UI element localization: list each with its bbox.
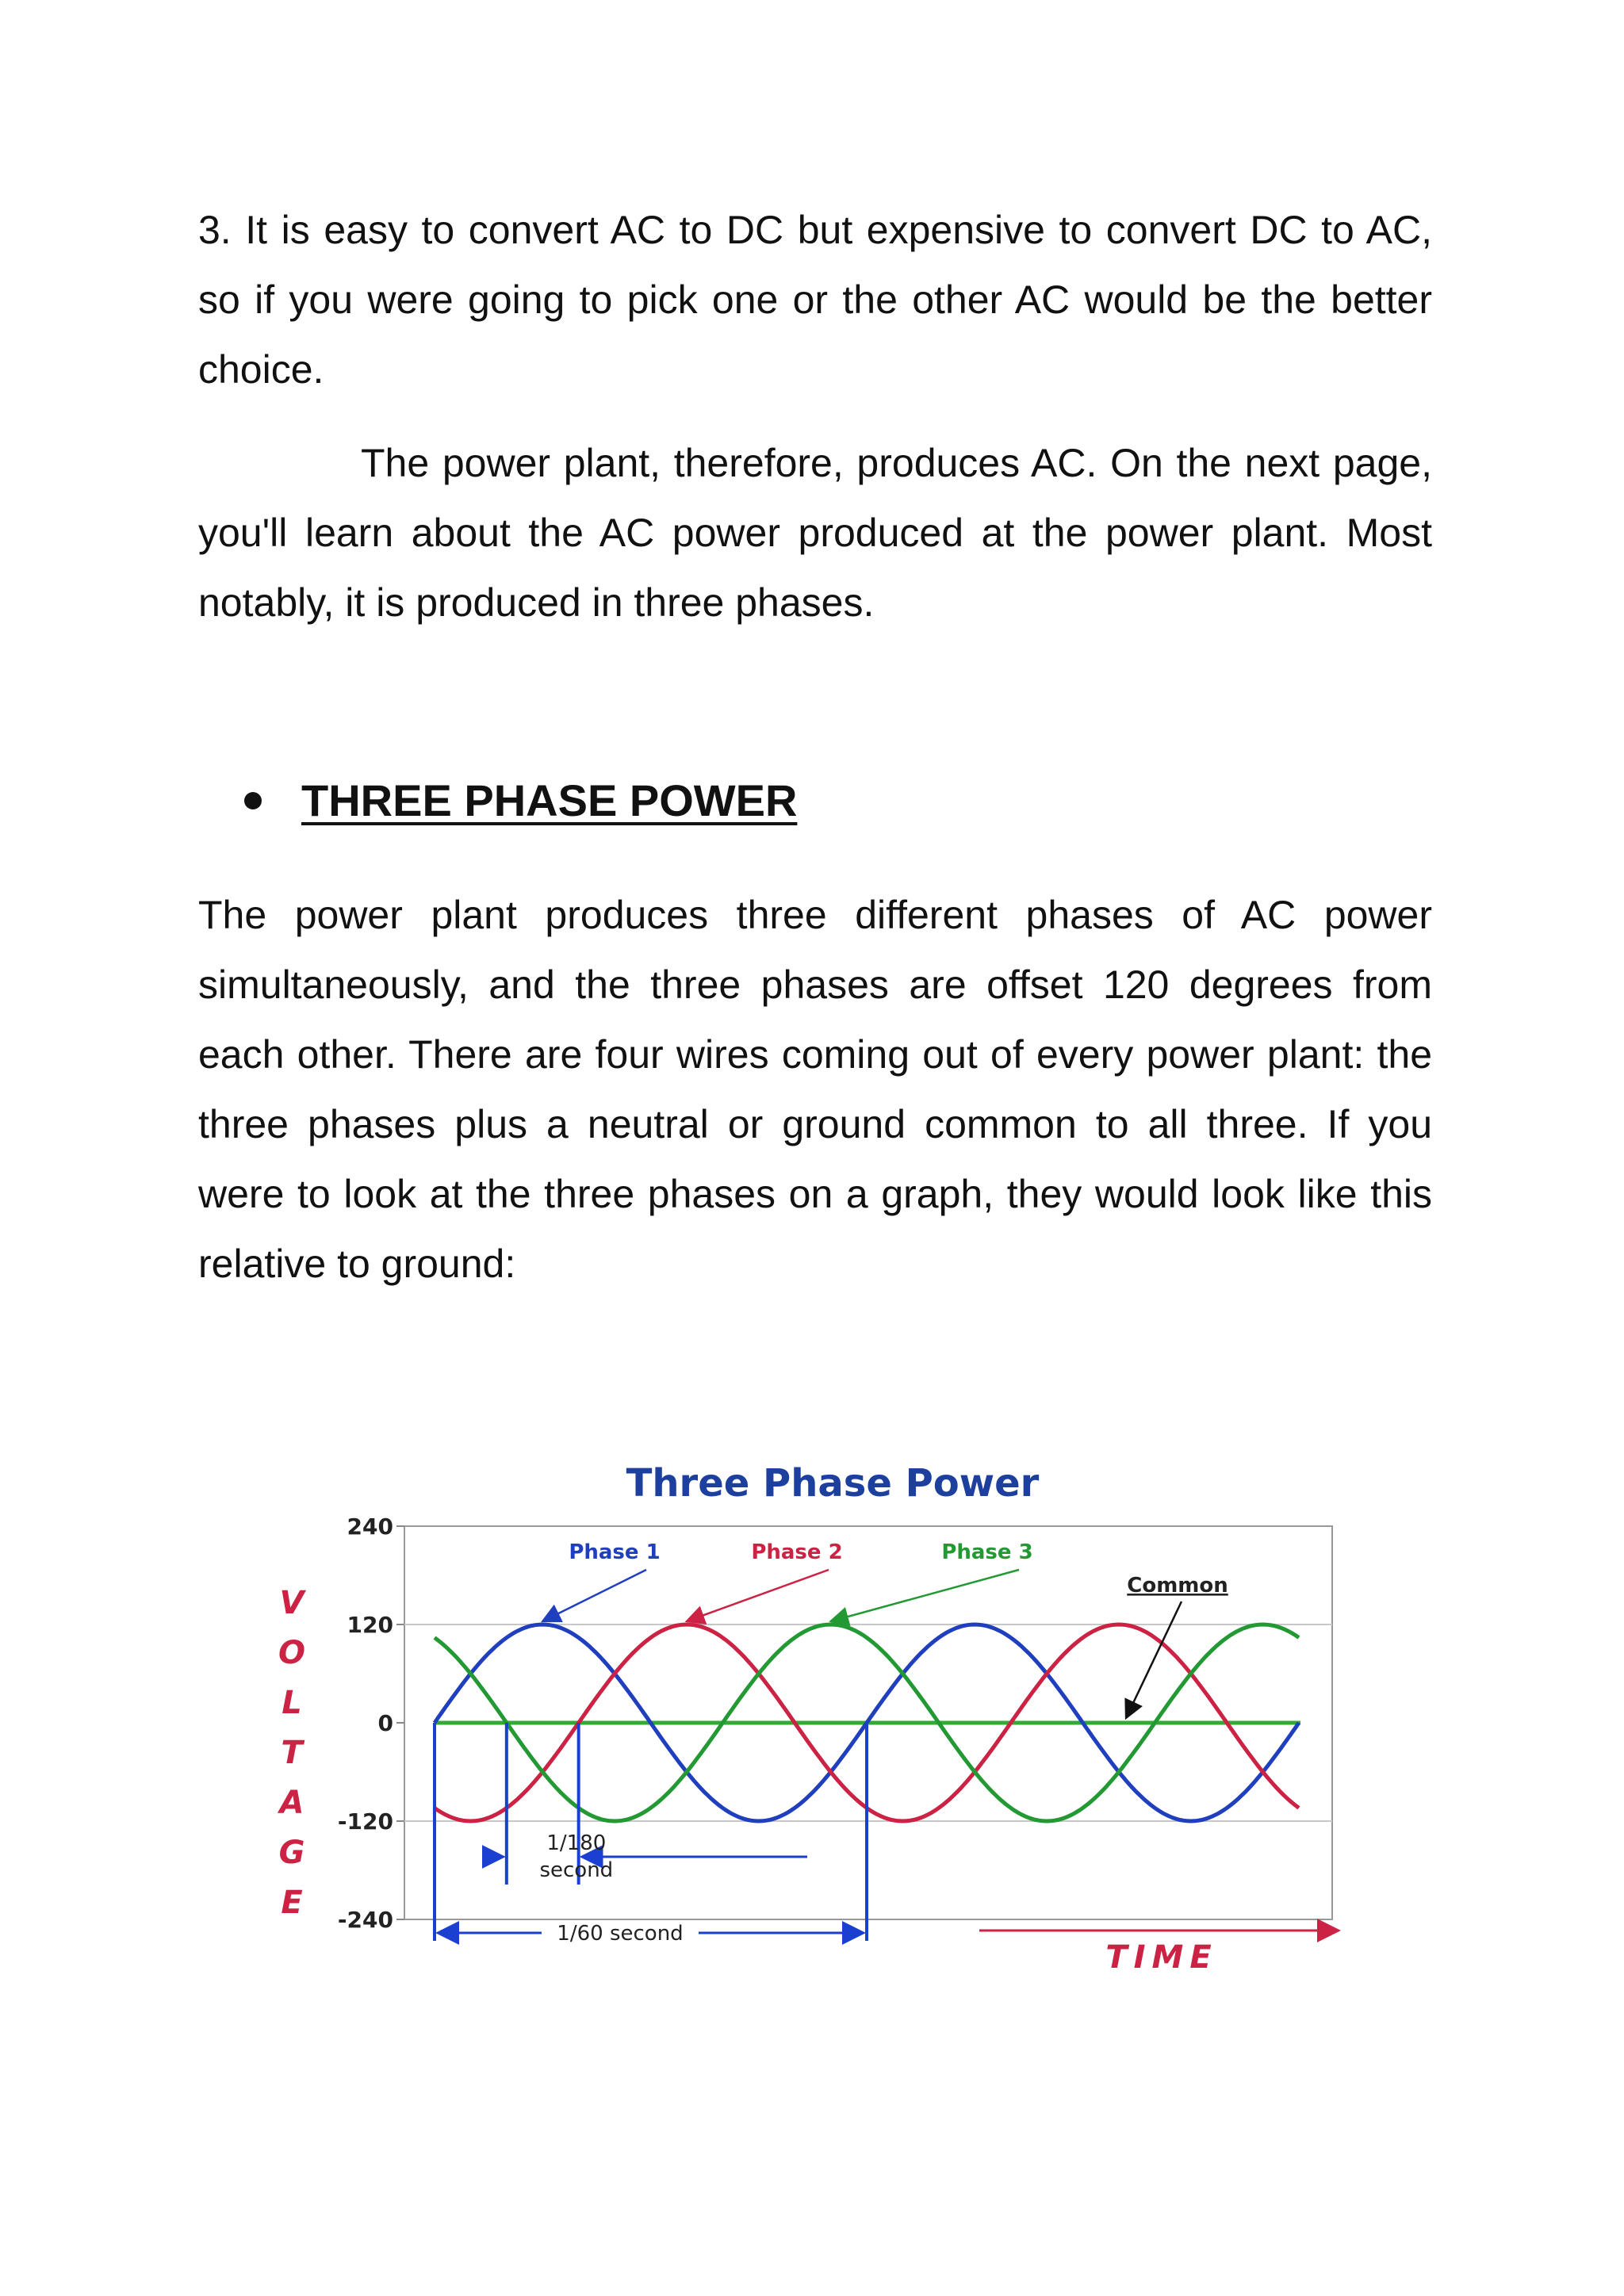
paragraph-three-phase-description: The power plant produces three different phases of AC power simultaneously, and the three phases are offset 120 degrees from each other. There are four wires coming out of every power plant: the three phases plus a neutral or ground common to all three. If you were to look at the three phases on a graph, they would look like this relative to ground:: [198, 893, 1432, 1286]
offset-label: 1/180: [546, 1831, 607, 1855]
heading-text: THREE PHASE POWER: [301, 775, 798, 825]
common-label: Common: [1127, 1574, 1228, 1598]
series-label: Phase 1: [569, 1540, 661, 1564]
y-axis-label: [278, 1585, 307, 1921]
paragraph-ac-dc-conversion: 3. It is easy to convert AC to DC but expensive to convert DC to AC, so if you were going to pick one or the other AC would be the better choice.: [198, 208, 1432, 392]
y-axis-letter: V: [279, 1585, 304, 1621]
y-tick-label: -120: [337, 1808, 393, 1835]
three-phase-chart: [238, 1451, 1396, 1990]
y-tick-label: 0: [377, 1710, 393, 1736]
period-label: 1/60 second: [557, 1922, 684, 1946]
chart-title: Three Phase Power: [626, 1461, 1040, 1506]
bullet-icon: [244, 792, 262, 809]
y-tick-label: 240: [347, 1513, 393, 1540]
y-axis-letter: O: [278, 1635, 306, 1671]
series-label: Phase 3: [941, 1540, 1033, 1564]
y-tick-label: 120: [347, 1612, 393, 1638]
y-axis-letter: E: [281, 1885, 303, 1921]
y-axis-letter: G: [278, 1835, 305, 1871]
y-axis-letter: A: [279, 1785, 304, 1821]
section-heading: [244, 769, 797, 832]
y-tick-label: -240: [337, 1907, 393, 1933]
y-axis-letter: L: [282, 1685, 302, 1721]
series-label: Phase 2: [751, 1540, 843, 1564]
x-axis-label: TIME: [1105, 1939, 1218, 1976]
y-tick-labels: [338, 1513, 404, 1933]
paragraph-power-plant-ac: The power plant, therefore, produces AC. On the next page, you'll learn about the AC power produced at the power plant. Most notably, it is produced in three phases.: [198, 441, 1432, 625]
y-axis-letter: T: [281, 1735, 303, 1771]
offset-label: second: [539, 1858, 614, 1882]
